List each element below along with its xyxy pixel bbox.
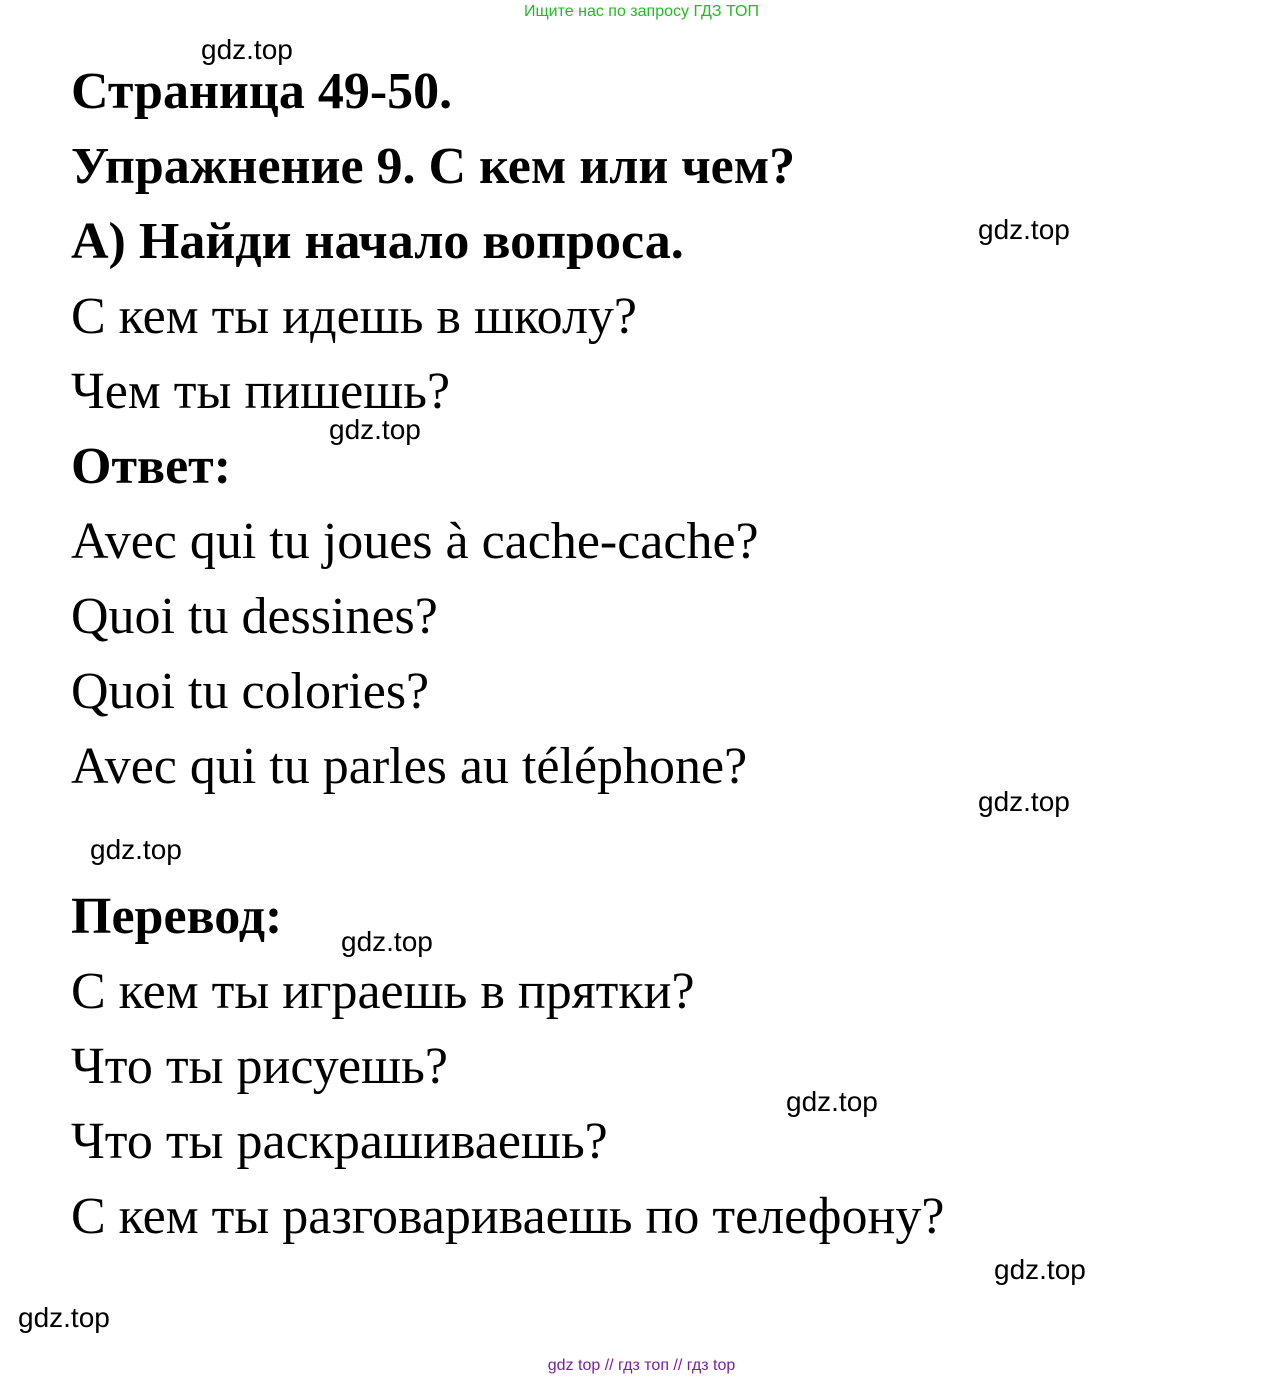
translation-line: С кем ты играешь в прятки?: [71, 963, 695, 1020]
answer-line: Avec qui tu parles au téléphone?: [71, 738, 748, 795]
answer-line: Avec qui tu joues à cache-cache?: [71, 513, 759, 570]
answer-line: Quoi tu colories?: [71, 663, 430, 720]
page-title: Страница 49-50.: [71, 63, 453, 120]
answer-line: Quoi tu dessines?: [71, 588, 438, 645]
translation-line: Что ты раскрашиваешь?: [71, 1113, 608, 1170]
watermark: gdz.top: [341, 926, 433, 957]
watermark: gdz.top: [201, 34, 293, 65]
translation-heading: Перевод:: [71, 888, 283, 945]
exercise-title: Упражнение 9. С кем или чем?: [71, 138, 796, 195]
watermark: gdz.top: [994, 1254, 1086, 1285]
watermark: gdz.top: [90, 834, 182, 865]
example-line: Чем ты пишешь?: [71, 363, 451, 420]
footer-note[interactable]: gdz top // гдз топ // гдз top: [547, 1357, 736, 1374]
watermark: gdz.top: [786, 1086, 878, 1117]
task-text: A) Найди начало вопроса.: [71, 213, 684, 270]
translation-line: С кем ты разговариваешь по телефону?: [71, 1188, 945, 1245]
header-note[interactable]: Ищите нас по запросу ГДЗ ТОП: [524, 3, 759, 20]
example-line: С кем ты идешь в школу?: [71, 288, 637, 345]
watermark: gdz.top: [978, 786, 1070, 817]
watermark: gdz.top: [329, 414, 421, 445]
watermark: gdz.top: [978, 214, 1070, 245]
answer-heading: Ответ:: [71, 438, 232, 495]
translation-line: Что ты рисуешь?: [71, 1038, 448, 1095]
watermark: gdz.top: [18, 1302, 110, 1333]
